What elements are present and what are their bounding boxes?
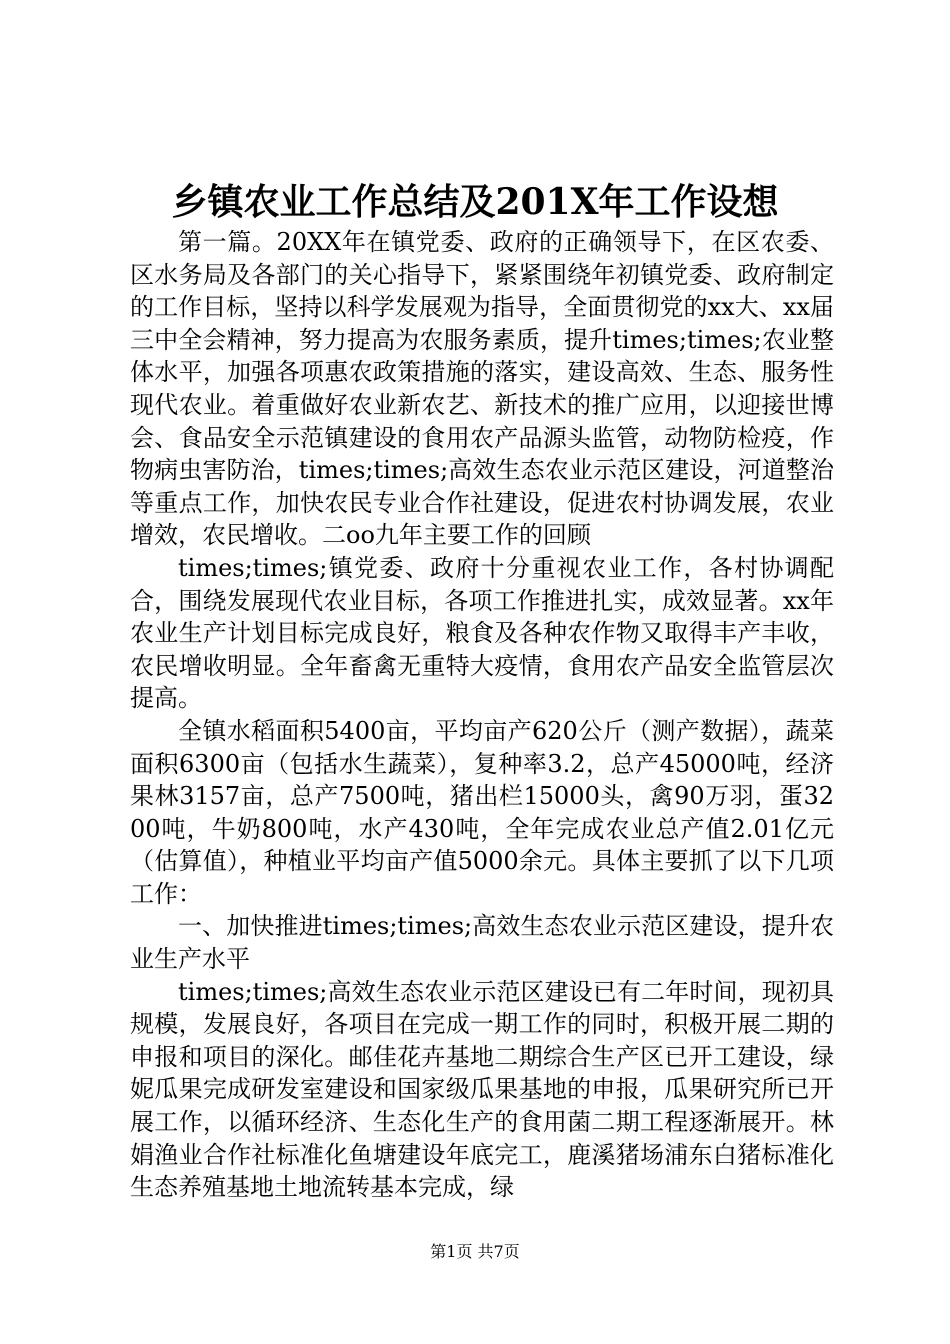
paragraph: times;times;高效生态农业示范区建设已有二年时间，现初具规模，发展良好，各项目在完成一期工作的同时，积极开展二期的申报和项目的深化。邮佳花卉基地二期综合生产区已开工建设，绿妮瓜果完成研发室建设和国家级瓜果基地的申报，瓜果研究所已开展工作，以循环经济、生态化生产的食用菌二期工程逐渐展开。林娟渔业合作社标准化鱼塘建设年底完工，鹿溪猪场浦东白猪标准化生态养殖基地土地流转基本完成，绿 (130, 977, 834, 1202)
page-total: 共7页 (477, 1242, 520, 1261)
paragraph: 全镇水稻面积5400亩，平均亩产620公斤（测产数据），蔬菜面积6300亩（包括水生蔬菜），复种率3.2，总产45000吨，经济果林3157亩，总产7500吨，猪出栏15000头，禽90万羽，蛋3200吨，牛奶800吨，水产430吨，全年完成农业总产值2.01亿元（估算值），种植业平均亩产值5000余元。具体主要抓了以下几项工作： (130, 716, 834, 908)
page-number: 第1页 (430, 1242, 473, 1261)
page-title: 乡镇农业工作总结及201X年工作设想 (171, 181, 779, 223)
paragraph: times;times;镇党委、政府十分重视农业工作，各村协调配合，围绕发展现代农业目标，各项工作推进扎实，成效显著。xx年农业生产计划目标完成良好，粮食及各种农作物又取得丰产丰收，农民增收明显。全年畜禽无重特大疫情，食用农产品安全监管层次提高。 (130, 553, 834, 713)
page-footer (0, 1242, 950, 1262)
document-body (130, 226, 834, 1204)
paragraph: 第一篇。20XX年在镇党委、政府的正确领导下，在区农委、区水务局及各部门的关心指导下，紧紧围绕年初镇党委、政府制定的工作目标，坚持以科学发展观为指导，全面贯彻党的xx大、xx届三中全会精神，努力提高为农服务素质，提升times;times;农业整体水平，加强各项惠农政策措施的落实，建设高效、生态、服务性现代农业。着重做好农业新农艺、新技术的推广应用，以迎接世博会、食品安全示范镇建设的食用农产品源头监管，动物防检疫，作物病虫害防治，times;times;高效生态农业示范区建设，河道整治等重点工作，加快农民专业合作社建设，促进农村协调发展，农业增效，农民增收。二oo九年主要工作的回顾 (130, 228, 834, 550)
paragraph: 一、加快推进times;times;高效生态农业示范区建设，提升农业生产水平 (130, 912, 834, 974)
